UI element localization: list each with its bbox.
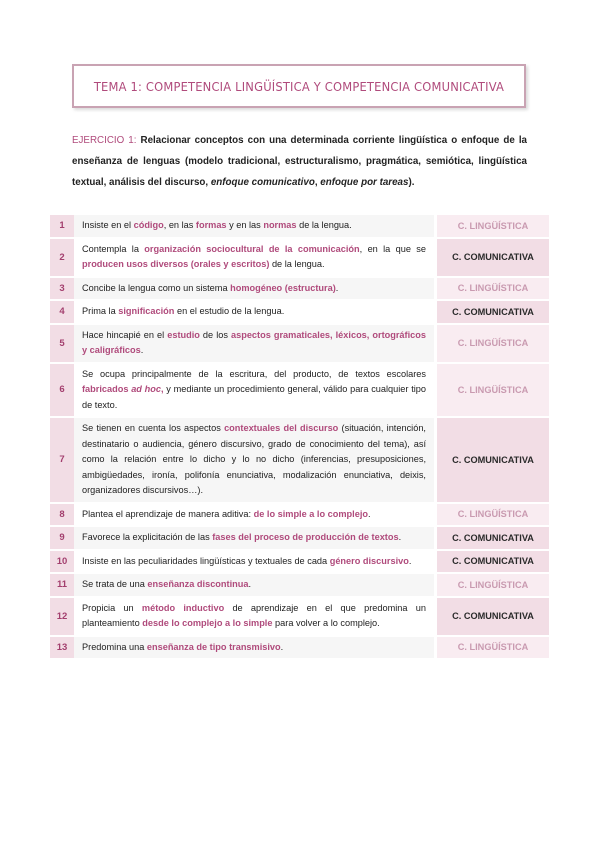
exercise-italic-2: enfoque por tareas <box>320 177 409 188</box>
table-row <box>50 418 549 502</box>
highlighted-term: producen usos diversos (orales y escritos) <box>82 259 270 269</box>
description-text: Prima la <box>82 306 119 316</box>
row-number: 5 <box>50 325 74 362</box>
row-answer: C. LINGÜÍSTICA <box>437 637 549 659</box>
highlighted-term: código <box>133 220 164 230</box>
description-text: Insiste en las peculiaridades lingüísticas y textuales de cada <box>82 555 330 566</box>
row-description <box>74 598 437 635</box>
description-text: . <box>408 555 412 566</box>
row-answer: C. COMUNICATIVA <box>437 527 549 549</box>
highlighted-term: enseñanza de tipo transmisivo <box>146 641 281 652</box>
highlighted-term: fases del proceso de producción de textos <box>212 532 399 542</box>
row-answer: C. LINGÜÍSTICA <box>437 325 549 362</box>
row-answer: C. LINGÜÍSTICA <box>437 278 549 300</box>
description-text: Plantea el aprendizaje de manera aditiva: <box>82 508 254 519</box>
highlighted-term: desde lo complejo a lo simple <box>142 618 273 628</box>
description-text: de los <box>199 329 231 340</box>
description-text: Favorece la explicitación de las <box>82 532 213 542</box>
highlighted-term: contextuales del discurso <box>224 423 339 433</box>
description-text: de la lengua. <box>296 220 352 230</box>
description-text: Contempla la <box>82 243 145 254</box>
description-text: de la lengua. <box>269 259 325 269</box>
row-description <box>74 278 437 300</box>
row-number: 8 <box>50 504 74 526</box>
description-text: Se tienen en cuenta los aspectos <box>82 423 225 433</box>
description-text: , en las <box>163 220 196 230</box>
highlighted-term: estudio <box>167 329 200 340</box>
row-number: 6 <box>50 364 74 417</box>
description-text: y en las <box>226 220 264 230</box>
row-description <box>74 574 437 596</box>
table-row <box>50 215 549 237</box>
highlighted-term: significación <box>118 306 175 316</box>
row-description <box>74 527 437 549</box>
row-answer: C. COMUNICATIVA <box>437 301 549 323</box>
row-answer: C. COMUNICATIVA <box>437 551 549 573</box>
row-number: 12 <box>50 598 74 635</box>
highlighted-term: normas <box>263 220 297 230</box>
exercise-text: Relacionar conceptos con una determinada corriente lingüística o enfoque de la enseñanza de lenguas (modelo tradicional, estructuralismo, pragmática, semiótica, lingüística textual, análisis del discurso, <box>72 135 527 188</box>
title-box <box>72 64 526 108</box>
description-text: . <box>248 579 252 589</box>
highlighted-term: organización sociocultural de la comunicación <box>144 243 360 254</box>
table-row <box>50 301 549 323</box>
highlighted-term: de lo simple a lo complejo <box>253 508 368 519</box>
description-text: de aprendizaje en el que predomina un planteamiento <box>82 602 426 628</box>
table-row <box>50 527 549 549</box>
description-text: Propicia un <box>82 602 142 613</box>
table-row <box>50 637 549 659</box>
row-number: 11 <box>50 574 74 596</box>
highlighted-term: , <box>160 384 164 394</box>
row-number: 4 <box>50 301 74 323</box>
row-description <box>74 239 437 276</box>
row-description <box>74 301 437 323</box>
row-answer: C. LINGÜÍSTICA <box>437 574 549 596</box>
table-row <box>50 325 549 362</box>
row-number: 9 <box>50 527 74 549</box>
row-answer: C. LINGÜÍSTICA <box>437 504 549 526</box>
row-description <box>74 215 437 237</box>
description-text: . <box>398 532 402 542</box>
highlighted-term: género discursivo <box>329 555 409 566</box>
highlighted-term: método inductivo <box>141 602 225 613</box>
row-description <box>74 551 437 573</box>
exercise-separator: , <box>314 177 321 188</box>
row-number: 1 <box>50 215 74 237</box>
description-text: (situación, intención, destinatario o audiencia, género discursivo, grado de conocimiento del tema), así como la relación entre lo dicho y lo no dicho (inferencias, presuposiciones, ambigüedades, ironía, polifonía enunciativa, modalización enunciativa, deixis, organizadores discursivos…). <box>82 423 426 495</box>
highlighted-term: homogéneo (estructura) <box>230 282 336 293</box>
row-number: 7 <box>50 418 74 502</box>
row-answer: C. LINGÜÍSTICA <box>437 215 549 237</box>
highlighted-term: aspectos gramaticales, léxicos, ortográficos y caligráficos <box>82 329 426 355</box>
page-title: TEMA 1: COMPETENCIA LINGÜÍSTICA Y COMPETENCIA COMUNICATIVA <box>93 78 505 94</box>
row-answer: C. COMUNICATIVA <box>437 239 549 276</box>
description-text: . <box>335 282 339 293</box>
exercise-end: ). <box>408 177 415 188</box>
table-row <box>50 278 549 300</box>
description-text: Concibe la lengua como un sistema <box>82 282 231 293</box>
exercise-label: EJERCICIO 1: <box>72 135 137 146</box>
table-row <box>50 574 549 596</box>
row-answer: C. LINGÜÍSTICA <box>437 364 549 417</box>
description-text: y mediante un procedimiento general, válido para cualquier tipo de texto. <box>82 384 427 410</box>
row-number: 3 <box>50 278 74 300</box>
row-description <box>74 418 437 502</box>
table-row <box>50 551 549 573</box>
description-text: en el estudio de la lengua. <box>174 306 285 316</box>
exercise-italic-1: enfoque comunicativo <box>210 177 315 188</box>
row-number: 13 <box>50 637 74 659</box>
row-description <box>74 637 437 659</box>
description-text: Se trata de una <box>82 579 148 589</box>
row-number: 10 <box>50 551 74 573</box>
description-text: . <box>140 345 144 355</box>
description-text: Insiste en el <box>82 220 134 230</box>
highlighted-term: ad hoc <box>131 384 161 394</box>
description-text: para volver a lo complejo. <box>272 618 380 628</box>
description-text: Hace hincapié en el <box>82 329 168 340</box>
row-description <box>74 504 437 526</box>
concepts-table <box>50 213 549 660</box>
row-number: 2 <box>50 239 74 276</box>
table-row <box>50 239 549 276</box>
row-answer: C. COMUNICATIVA <box>437 418 549 502</box>
row-description <box>74 364 437 417</box>
row-description <box>74 325 437 362</box>
description-text: . <box>280 641 284 652</box>
table-row <box>50 598 549 635</box>
exercise-instructions <box>72 130 527 193</box>
description-text: , en la que se <box>359 243 427 254</box>
highlighted-term: enseñanza discontinua <box>147 579 249 589</box>
description-text: . <box>367 508 371 519</box>
highlighted-term: formas <box>195 220 227 230</box>
table-row <box>50 364 549 417</box>
description-text: Predomina una <box>82 641 147 652</box>
row-answer: C. COMUNICATIVA <box>437 598 549 635</box>
description-text: Se ocupa principalmente de la escritura, del producto, de textos escolares <box>82 368 426 379</box>
highlighted-term: fabricados <box>82 384 132 394</box>
table-row <box>50 504 549 526</box>
